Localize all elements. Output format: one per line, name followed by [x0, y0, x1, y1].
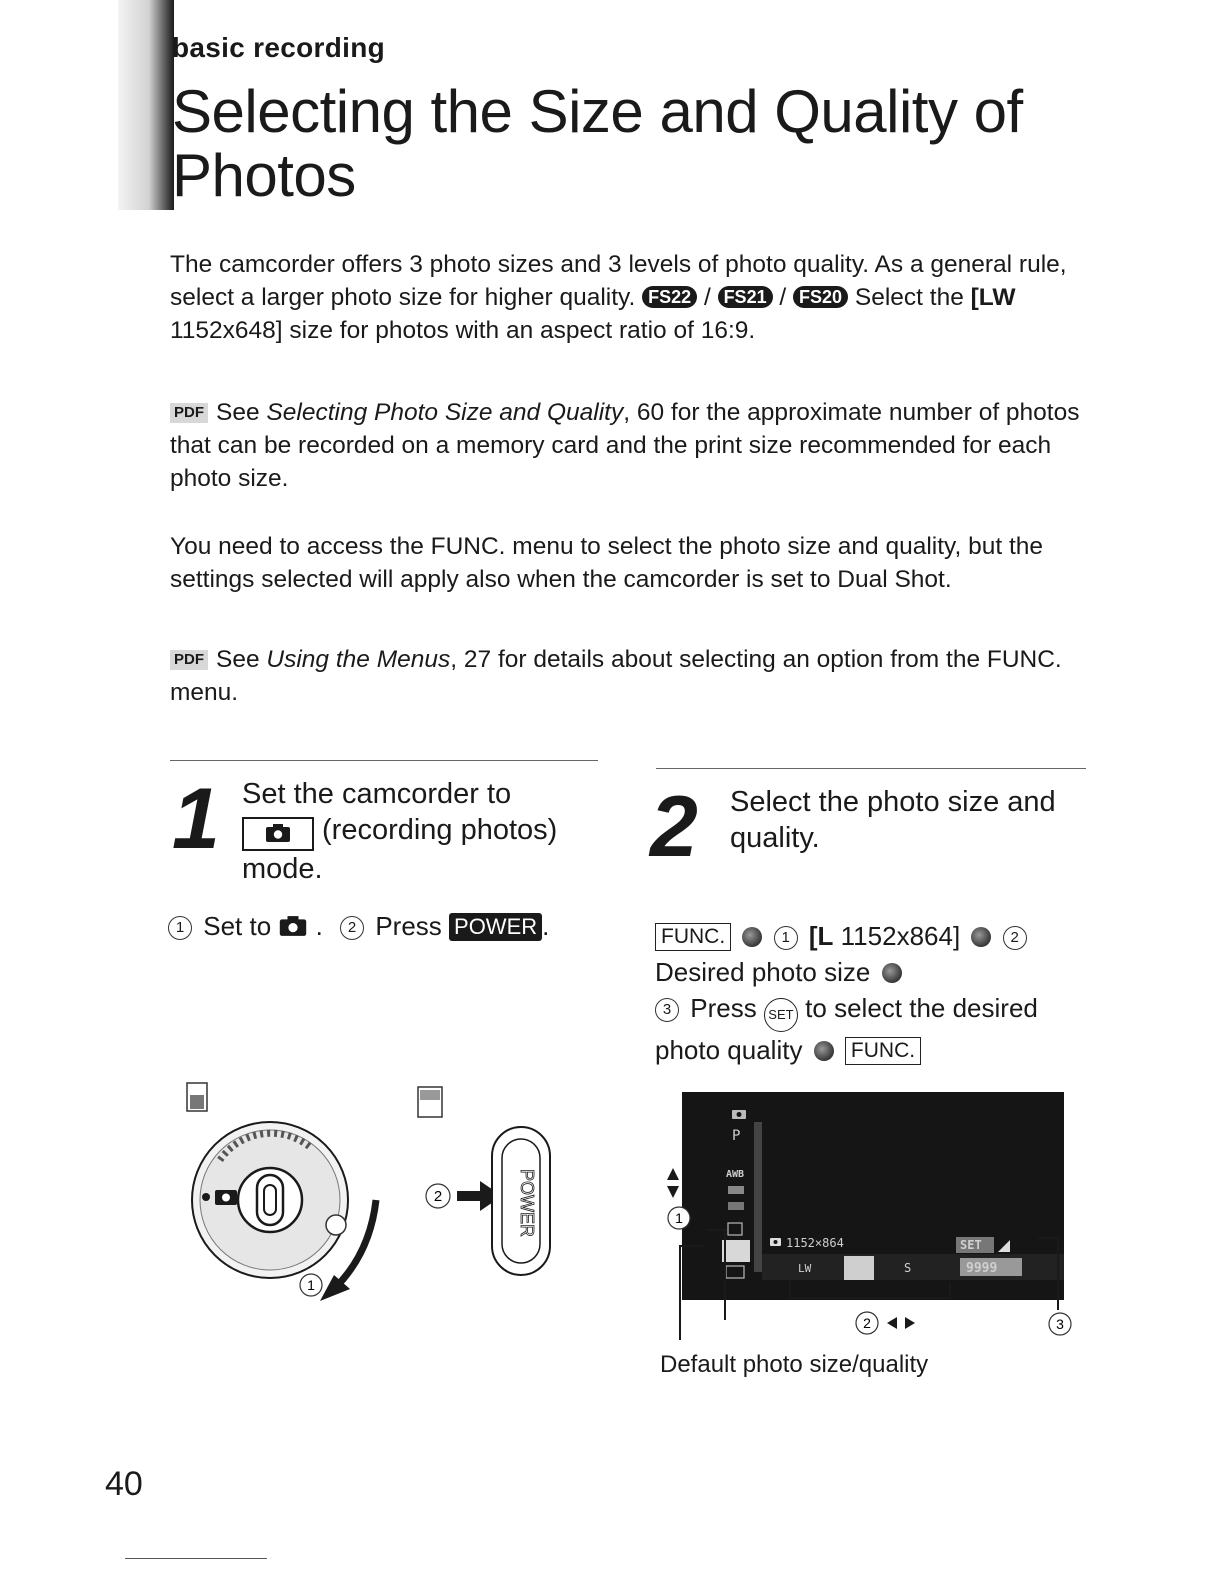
model-badge-fs21: FS21: [718, 286, 773, 308]
memory-card-icon-2: [418, 1087, 442, 1117]
desired-size-label: Desired photo size: [655, 957, 871, 987]
intro-paragraph-4: [170, 643, 1085, 709]
down-arrow-icon: [667, 1186, 679, 1198]
next-arrow-icon: [882, 963, 902, 983]
power-button[interactable]: [492, 1127, 550, 1275]
step1-title: [242, 776, 602, 887]
reference-text: , 60 for the approximate number of photos that can be recorded on a memory card and the print size recommended for each photo size.: [170, 399, 1080, 492]
footer-rule: [125, 1558, 267, 1559]
see-label: See: [216, 646, 260, 673]
dial-callout: 1: [307, 1277, 315, 1293]
chapter-edge-bar: [118, 0, 174, 210]
power-button-label: POWER: [517, 1168, 537, 1238]
reference-link-using-menus[interactable]: Using the Menus: [266, 646, 451, 673]
power-key-icon: POWER: [449, 913, 542, 941]
step-number-icon: 2: [340, 916, 364, 940]
intro-paragraph-1: The camcorder offers 3 photo sizes and 3 levels of photo quality. As a general rule, select a larger photo size for higher quality. FS22 / FS21 / FS20 Select the [LW 1152x648] size for photos with an aspect ratio of 16:9.: [170, 251, 1067, 344]
section-label: basic recording: [172, 32, 386, 63]
see-label: See: [216, 399, 260, 426]
step1-number: 1: [172, 771, 220, 867]
size-option-lw[interactable]: LW: [798, 1262, 812, 1275]
mode-dial-illustration: [160, 1075, 580, 1315]
right-arrow-icon: [905, 1317, 915, 1329]
left-arrow-icon: [887, 1317, 897, 1329]
lw-size-label: [LW: [970, 284, 1016, 311]
l-size-value: 1152x864]: [840, 921, 961, 951]
camera-mode-icon: [242, 817, 314, 851]
set-to-label: Set to: [203, 911, 272, 941]
screen-callouts: [655, 1160, 1085, 1390]
press-label: Press: [375, 911, 442, 941]
step-number-icon: 3: [655, 998, 679, 1022]
intro-paragraph-3: You need to access the FUNC. menu to select the photo size and quality, but the settings selected will apply also when the camcorder is set to Dual Shot.: [170, 533, 1044, 593]
step2-instruction: [655, 918, 1095, 1068]
step2-number: 2: [650, 779, 698, 875]
step-number-icon: 1: [168, 916, 192, 940]
reference-link-photo-size[interactable]: Selecting Photo Size and Quality: [266, 399, 624, 426]
pdf-reference-icon: PDF: [170, 403, 208, 423]
l-size-prefix: [L: [808, 921, 834, 951]
set-label: SET: [960, 1238, 982, 1252]
power-callout: 2: [433, 1188, 443, 1205]
menu-camera-icon: [732, 1110, 746, 1119]
step1-title-before: Set the camcorder to: [242, 778, 512, 810]
size-option-s[interactable]: S: [904, 1261, 912, 1275]
func-key-icon: FUNC.: [655, 923, 731, 951]
intro-paragraph-2: [170, 396, 1085, 495]
step2-title: Select the photo size and quality.: [730, 786, 1056, 854]
next-arrow-icon: [742, 927, 762, 947]
step1-title-after: (recording photos) mode.: [242, 814, 558, 885]
awb-label: AWB: [726, 1169, 745, 1180]
func-key-icon: FUNC.: [845, 1037, 921, 1065]
pdf-reference-icon: PDF: [170, 650, 208, 670]
next-arrow-icon: [814, 1041, 834, 1061]
press-label: Press: [690, 993, 757, 1023]
step2-divider: [656, 768, 1086, 769]
step-number-icon: 1: [774, 926, 798, 950]
camera-icon: [278, 915, 308, 937]
step-number-icon: 2: [1003, 926, 1027, 950]
step1-divider: [170, 760, 598, 761]
screen-caption: Default photo size/quality: [660, 1351, 929, 1378]
set-button-icon: SET: [764, 998, 798, 1032]
remaining-count: 9999: [966, 1261, 998, 1276]
intro-text: The camcorder offers 3 photo sizes and 3 levels of photo quality. As a general rule, select a larger photo size for higher quality.: [170, 251, 1067, 311]
page-number: 40: [105, 1465, 143, 1503]
size-readout: 1152×864: [786, 1236, 844, 1250]
callout-1: 1: [675, 1210, 683, 1226]
desired-quality-label: to select the desired photo quality: [655, 993, 1038, 1065]
next-arrow-icon: [971, 927, 991, 947]
aspect-text-1: Select the: [854, 284, 964, 311]
page-title: Selecting the Size and Quality of Photos: [172, 78, 1023, 209]
program-mode-label: P: [732, 1128, 741, 1144]
callout-3: 3: [1056, 1316, 1064, 1332]
callout-2: 2: [863, 1315, 871, 1331]
model-badge-fs22: FS22: [642, 286, 697, 308]
model-badge-fs20: FS20: [793, 286, 848, 308]
reference-text: , 27 for details about selecting an option from the FUNC. menu.: [170, 646, 1062, 706]
step1-instruction: 1 Set to . 2 Press POWER .: [168, 908, 608, 944]
aspect-text-2: 1152x648] size for photos with an aspect ratio of 16:9.: [170, 317, 756, 344]
memory-card-icon: [187, 1083, 207, 1111]
up-arrow-icon: [667, 1168, 679, 1180]
